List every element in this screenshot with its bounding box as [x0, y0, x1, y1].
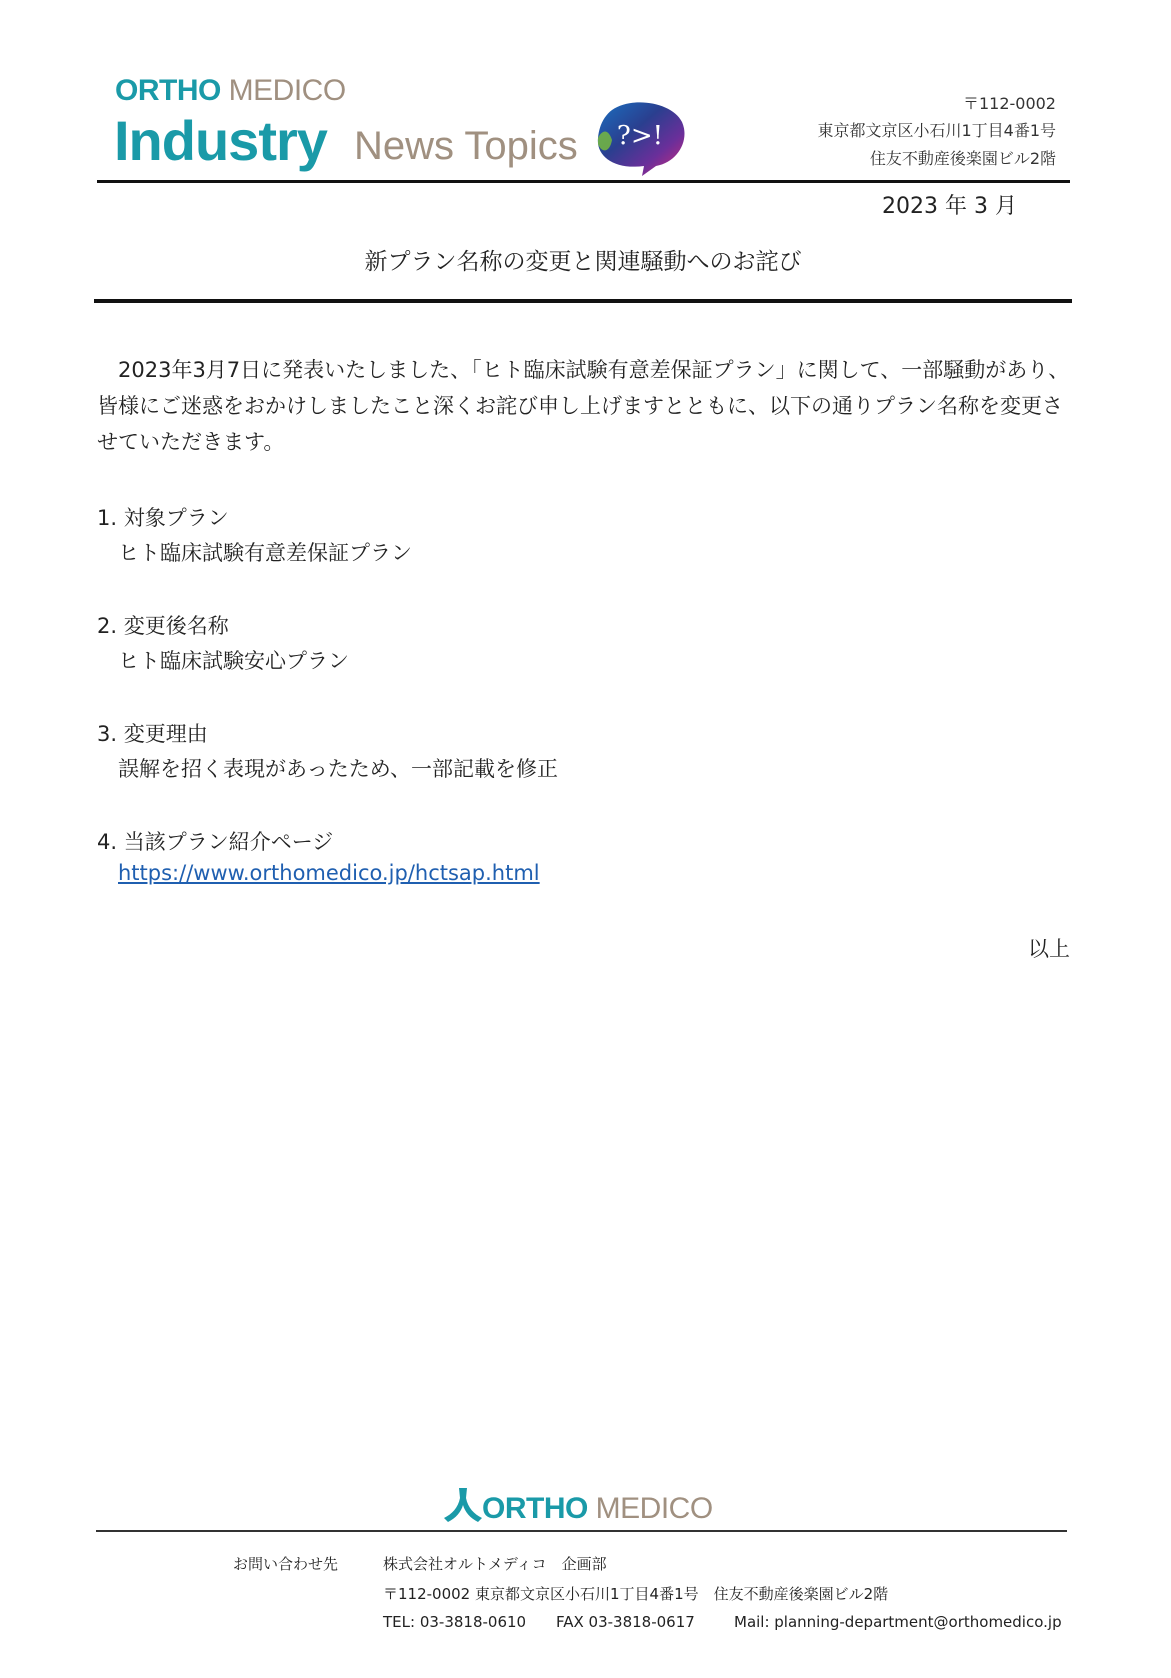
plan-page-link[interactable]: https://www.orthomedico.jp/hctsap.html: [118, 861, 540, 885]
closing-mark: 以上: [1028, 937, 1070, 961]
footer-brand-ortho: ORTHO: [482, 1492, 588, 1525]
contact-label: お問い合わせ先: [233, 1555, 339, 1573]
address-line-1: 東京都文京区小石川1丁目4番1号: [817, 121, 1056, 140]
company-name: 株式会社オルトメディコ 企画部: [383, 1555, 607, 1573]
speech-bubble-icon: [592, 100, 688, 176]
address-line-2: 住友不動産後楽園ビル2階: [869, 149, 1056, 168]
news-topics-heading: News Topics: [354, 124, 578, 168]
footer-fax: FAX 03-3818-0617: [556, 1613, 695, 1631]
item-detail: ヒト臨床試験有意差保証プラン: [118, 541, 412, 565]
issue-date: 2023 年 3 月: [882, 194, 1017, 219]
footer-mail[interactable]: Mail: planning-department@orthomedico.jp: [734, 1613, 1062, 1631]
title-divider: [94, 299, 1072, 303]
footer-brand-medico: MEDICO: [595, 1492, 713, 1525]
header-divider: [97, 180, 1070, 183]
footer-logo: [444, 1488, 713, 1526]
item-heading: 1. 対象プラン: [97, 506, 229, 530]
item-detail: ヒト臨床試験安心プラン: [118, 649, 349, 673]
footer-address: 〒112-0002 東京都文京区小石川1丁目4番1号 住友不動産後楽園ビル2階: [383, 1585, 889, 1603]
item-heading: 3. 変更理由: [97, 722, 208, 746]
intro-paragraph: 2023年3月7日に発表いたしました、「ヒト臨床試験有意差保証プラン」に関して、一部騒動があり、皆様にご迷惑をおかけしましたこと深くお詫び申し上げますとともに、以下の通りプラン名称を変更させていただきます。: [97, 358, 1070, 454]
brand-ortho: ORTHO: [115, 74, 221, 107]
footer-divider: [96, 1530, 1067, 1532]
footer-tel: TEL: 03-3818-0610: [383, 1613, 527, 1631]
item-detail: 誤解を招く表現があったため、一部記載を修正: [118, 757, 558, 781]
industry-heading: Industry: [114, 109, 327, 172]
bubble-text: ?>!: [616, 121, 664, 151]
brand-medico: MEDICO: [228, 74, 346, 107]
person-logo-icon: [444, 1488, 482, 1522]
brand-logo: [115, 74, 346, 108]
document-title: 新プラン名称の変更と関連騒動へのお詫び: [364, 249, 802, 275]
item-heading: 2. 変更後名称: [97, 614, 229, 638]
postal-code: 〒112-0002: [962, 94, 1056, 113]
item-heading: 4. 当該プラン紹介ページ: [97, 830, 334, 854]
